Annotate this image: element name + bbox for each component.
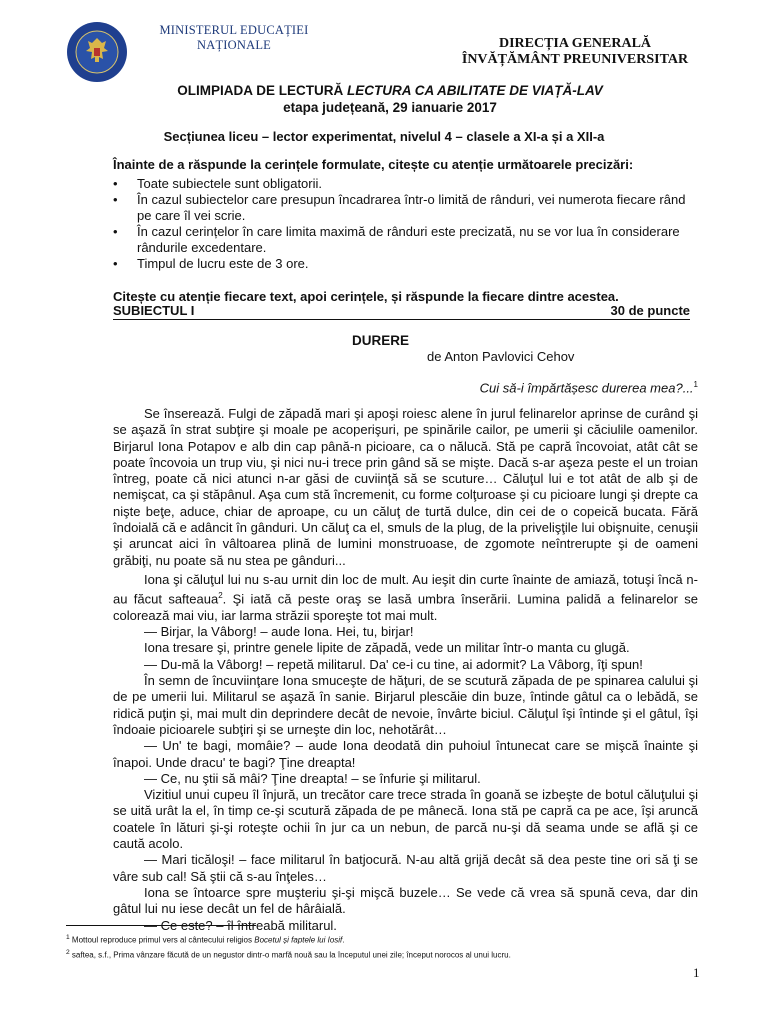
- story-motto: [430, 380, 698, 395]
- footnotes: [66, 932, 706, 961]
- footnote-text-end: .: [342, 935, 345, 945]
- title-stage: etapa județeană, 29 ianuarie 2017: [283, 100, 497, 115]
- paragraph: — Ce, nu ştii să mâi? Ţine dreapta! – se înfurie şi militarul.: [144, 770, 481, 786]
- motto-text: Cui să-i împărtășesc durerea mea?...: [479, 380, 694, 396]
- read-instruction: Citește cu atenție fiecare text, apoi cerințele, și răspunde la fiecare dintre acestea.: [113, 289, 619, 304]
- subject-header: [113, 303, 690, 320]
- paragraph: — Un' te bagi, momâie? – aude Iona deodată din puhoiul întunecat care se mişcă înainte şi înapoi. Unde dracu' te bagi? Ţine dreapta!: [113, 738, 698, 770]
- bullet-icon: •: [113, 224, 118, 239]
- footnote-divider: [66, 925, 256, 926]
- bullet-icon: •: [113, 176, 118, 191]
- ministry-line-2: NAȚIONALE: [196, 38, 271, 52]
- footnote-1: [66, 932, 706, 947]
- list-item: [113, 256, 698, 272]
- story-author: de Anton Pavlovici Cehov: [427, 349, 575, 364]
- paragraph-text: . Şi iată că peste oraş se lasă umbra înserării. Lumina palidă a felinarelor se colorează mai viu, iar larma străzii sporeşte tot mai mult.: [113, 591, 698, 623]
- story-text: [113, 406, 698, 934]
- list-item: [113, 192, 698, 224]
- bullet-icon: •: [113, 192, 118, 207]
- footnote-number: 1: [66, 934, 70, 941]
- list-item: [113, 176, 698, 192]
- government-seal-icon: [66, 21, 128, 83]
- paragraph: În semn de încuviinţare Iona smuceşte de hăţuri, de se scutură zăpada de pe spinarea calului şi de pe umerii lui. Militarul se aşază în sanie. Birjarul plescăie din buze, întinde gâtul ca o lebădă, se ridică puţin şi, mai mult din deprindere decât de nevoie, învârte biciul. Căluţul îşi întinde şi el gâtul, îşi îndoaie picioarele subţiri şi se urneşte din loc, nehotărât…: [113, 673, 698, 737]
- footnote-ref: 2: [218, 591, 223, 601]
- paragraph: Vizitiul unui cupeu îl înjură, un trecător care trece strada în goană se izbeşte de botul căluţului şi se uită urât la el, în timp ce-şi scutură zăpada de pe mânecă. Iona stă pe capră ca pe ace, îşi aruncă coatele în lături şi-şi roteşte ochii în jur ca un nebun, de parcă nu-şi dă seama unde se află şi ce caută acolo.: [113, 787, 698, 852]
- footnote-number: 2: [66, 948, 70, 956]
- instruction-text: Toate subiectele sunt obligatorii.: [137, 176, 323, 191]
- paragraph: — Mari ticăloşi! – face militarul în batjocură. N-au altă grijă decât să dea peste tine ori să ţi se vâre sub cal! Să ştii că s-au înţeles…: [113, 852, 698, 884]
- paragraph: Se înserează. Fulgi de zăpadă mari şi apoşi roiesc alene în jurul felinarelor aprinse de curând şi se aşază în strat subţire şi moale pe acoperişuri, pe spinările cailor, pe umerii şi căciulile oamenilor. Birjarul Iona Potapov e alb din cap până-n picioare, ca o nălucă. Stă pe capră încovoiat, atât cât se poate încovoia un trup viu, şi nici nu-i trece prin gând să se mişte. Dacă s-ar aşeza peste el un troian întreg, poate că nici atunci n-ar găsi de cuviinţă să se scuture… Căluţul lui e tot atât de alb şi de nemişcat, ca şi stăpânul. Aşa cum stă încremenit, cu forme colţuroase şi cu picioare lungi şi drepte ca nişte beţe, aduce, chiar de aproape, cu un căluţ de turtă dulce, din cei de o copeică bucata. Fără îndoială că e adâncit în gânduri. Un căluţ ca el, smuls de la plug, de la privelişţile lui obişnuite, cenuşii şi aruncat aici în vâltoarea plină de lumini monstruoase, de zgomote neîntrerupte şi de oameni grăbiţi, nu poate să nu stea pe gânduri...: [113, 406, 698, 568]
- paragraph: [113, 572, 698, 624]
- footnote-2: [66, 947, 706, 962]
- paragraph-text: Iona şi căluţul lui nu s-au urnit din loc de mult. Au ieşit din curte înainte de amiază, totuşi încă n-au făcut safteaua: [113, 571, 698, 607]
- instruction-text: Timpul de lucru este de 3 ore.: [137, 256, 309, 271]
- paragraph: Iona tresare şi, printre genele lipite de zăpadă, vede un militar într-o manta cu glugă.: [144, 640, 630, 656]
- instruction-text: În cazul subiectelor care presupun încadrarea într-o limită de rânduri, vei numerota fiecare rând pe care îl vei scrie.: [137, 192, 686, 223]
- footnote-text: Mottoul reproduce primul vers al cântecului religios: [69, 935, 255, 945]
- paragraph: — Birjar, la Vâborg! – aude Iona. Hei, tu, birjar!: [144, 624, 414, 640]
- subject-points: 30 de puncte: [610, 303, 690, 318]
- subject-label: SUBIECTUL I: [113, 303, 195, 318]
- story-title: DURERE: [352, 333, 410, 348]
- paragraph: — Ce este? – îl întreabă militarul.: [144, 917, 337, 933]
- bullet-icon: •: [113, 256, 118, 271]
- ministry-name: [144, 23, 324, 53]
- footnote-ref: 1: [693, 380, 698, 389]
- instructions-list: [113, 176, 698, 272]
- instruction-text: În cazul cerințelor în care limita maximă de rânduri este precizată, nu se vor lua în considerare rândurile excedentare.: [137, 224, 680, 255]
- title-prefix: OLIMPIADA DE LECTURĂ: [177, 83, 347, 98]
- direction-line-1: DIRECȚIA GENERALĂ: [498, 36, 652, 51]
- olympiad-title: [110, 82, 670, 116]
- section-heading: Secțiunea liceu – lector experimentat, nivelul 4 – clasele a XI-a și a XII-a: [163, 129, 605, 144]
- footnote-text: saftea, s.f., Prima vânzare făcută de un negustor dintr-o marfă nouă sau la începutul unei zile; început norocos al unui lucru.: [69, 950, 511, 960]
- list-item: [113, 224, 698, 256]
- paragraph: Iona se întoarce spre muşteriu şi-şi mişcă buzele… Se vede că vrea să spună ceva, dar din gâtul lui nu iese decât un fel de hârâială.: [113, 884, 698, 917]
- title-theme: LECTURA CA ABILITATE DE VIAȚĂ-LAV: [347, 83, 603, 98]
- page-number: 1: [693, 965, 700, 980]
- footnote-italic: Bocetul și faptele lui Iosif: [254, 935, 343, 945]
- direction-name: [425, 36, 725, 68]
- ministry-line-1: MINISTERUL EDUCAȚIEI: [159, 23, 309, 37]
- paragraph: — Du-mă la Vâborg! – repetă militarul. Da' ce-i cu tine, ai adormit? La Vâborg, îţi spun!: [144, 656, 643, 672]
- instructions-heading: Înainte de a răspunde la cerințele formulate, citește cu atenție următoarele precizări:: [113, 157, 634, 172]
- direction-line-2: ÎNVĂȚĂMÂNT PREUNIVERSITAR: [461, 52, 689, 67]
